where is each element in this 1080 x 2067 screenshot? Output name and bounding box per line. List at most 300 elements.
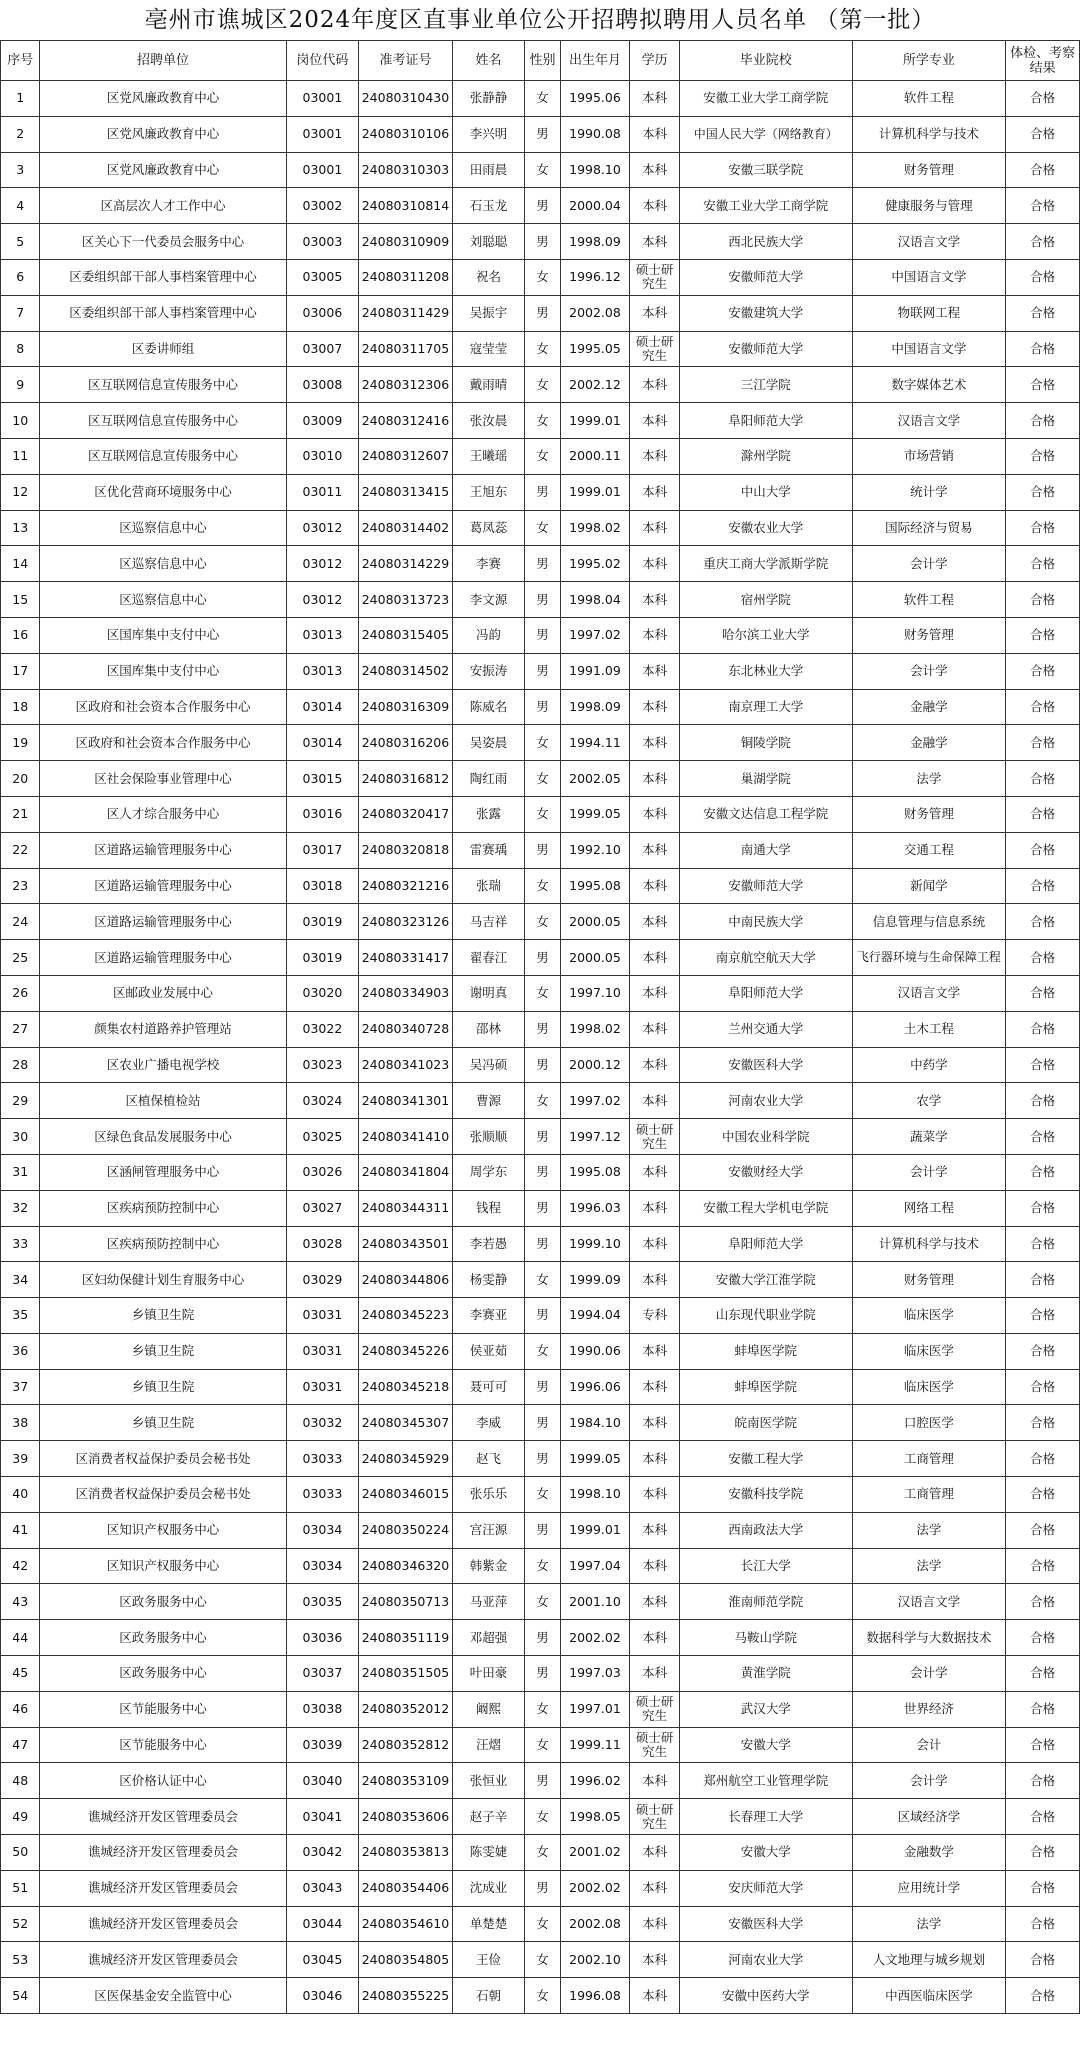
col-index: 38	[1, 1405, 40, 1441]
col-major: 计算机科学与技术	[852, 116, 1006, 152]
col-major: 数据科学与大数据技术	[852, 1620, 1006, 1656]
col-post-code: 03010	[286, 438, 359, 474]
col-gender: 女	[525, 1799, 560, 1835]
col-result: 合格	[1006, 295, 1080, 331]
table-row	[1, 582, 1080, 618]
col-result: 合格	[1006, 761, 1080, 797]
col-gender: 女	[525, 81, 560, 117]
col-major: 市场营销	[852, 438, 1006, 474]
col-result: 合格	[1006, 546, 1080, 582]
col-index: 29	[1, 1083, 40, 1119]
table-row	[1, 510, 1080, 546]
col-name: 刘聪聪	[452, 224, 525, 260]
col-result: 合格	[1006, 1835, 1080, 1871]
col-birth: 1999.05	[560, 796, 630, 832]
col-index: 50	[1, 1835, 40, 1871]
col-unit: 区邮政业发展中心	[40, 975, 286, 1011]
col-name: 汪熠	[452, 1727, 525, 1763]
col-school: 阜阳师范大学	[680, 403, 852, 439]
col-birth: 2000.11	[560, 438, 630, 474]
col-index: 11	[1, 438, 40, 474]
table-row	[1, 1119, 1080, 1155]
col-name: 张乐乐	[452, 1477, 525, 1513]
col-unit: 区植保植检站	[40, 1083, 286, 1119]
col-result: 合格	[1006, 904, 1080, 940]
col-index: 4	[1, 188, 40, 224]
col-unit: 乡镇卫生院	[40, 1298, 286, 1334]
col-major: 工商管理	[852, 1441, 1006, 1477]
col-unit: 区政务服务中心	[40, 1656, 286, 1692]
col-exam-number: 24080320417	[359, 796, 452, 832]
col-major: 网络工程	[852, 1190, 1006, 1226]
col-unit: 区社会保险事业管理中心	[40, 761, 286, 797]
col-school: 三江学院	[680, 367, 852, 403]
col-name: 葛凤蕊	[452, 510, 525, 546]
col-birth: 1998.09	[560, 224, 630, 260]
col-unit: 区高层次人才工作中心	[40, 188, 286, 224]
col-index: 53	[1, 1942, 40, 1978]
col-name: 石玉龙	[452, 188, 525, 224]
col-name: 周学东	[452, 1154, 525, 1190]
col-index: 47	[1, 1727, 40, 1763]
col-index: 15	[1, 582, 40, 618]
col-result: 合格	[1006, 331, 1080, 367]
col-name: 吴冯硕	[452, 1047, 525, 1083]
col-major: 汉语言文学	[852, 975, 1006, 1011]
col-education: 本科	[630, 582, 680, 618]
col-school: 兰州交通大学	[680, 1011, 852, 1047]
table-row	[1, 367, 1080, 403]
col-gender: 女	[525, 438, 560, 474]
col-post-code: 03034	[286, 1548, 359, 1584]
table-row	[1, 1154, 1080, 1190]
col-unit: 区关心下一代委员会服务中心	[40, 224, 286, 260]
col-unit: 谯城经济开发区管理委员会	[40, 1942, 286, 1978]
col-school: 西北民族大学	[680, 224, 852, 260]
col-unit: 区党风廉政教育中心	[40, 81, 286, 117]
col-major: 临床医学	[852, 1333, 1006, 1369]
col-birth: 1992.10	[560, 832, 630, 868]
col-name: 叶田豪	[452, 1656, 525, 1692]
col-result: 合格	[1006, 653, 1080, 689]
col-unit: 区委组织部干部人事档案管理中心	[40, 295, 286, 331]
col-post-code: 03029	[286, 1262, 359, 1298]
col-school: 郑州航空工业管理学院	[680, 1763, 852, 1799]
col-post-code: 03031	[286, 1369, 359, 1405]
col-result: 合格	[1006, 188, 1080, 224]
col-birth: 2002.10	[560, 1942, 630, 1978]
col-birth: 1996.12	[560, 259, 630, 295]
col-birth: 2001.02	[560, 1835, 630, 1871]
col-birth: 1996.06	[560, 1369, 630, 1405]
col-unit: 区疾病预防控制中心	[40, 1190, 286, 1226]
col-name: 张静静	[452, 81, 525, 117]
col-education: 本科	[630, 1154, 680, 1190]
col-post-code: 03013	[286, 653, 359, 689]
col-exam-number: 24080311705	[359, 331, 452, 367]
col-education: 本科	[630, 1083, 680, 1119]
col-result: 合格	[1006, 832, 1080, 868]
col-major: 会计	[852, 1727, 1006, 1763]
col-exam-number: 24080313415	[359, 474, 452, 510]
col-exam-number: 24080350713	[359, 1584, 452, 1620]
col-major: 数字媒体艺术	[852, 367, 1006, 403]
col-gender: 男	[525, 474, 560, 510]
col-result: 合格	[1006, 152, 1080, 188]
table-row	[1, 1763, 1080, 1799]
col-school: 安徽农业大学	[680, 510, 852, 546]
col-unit: 区党风廉政教育中心	[40, 116, 286, 152]
col-exam-number: 24080355225	[359, 1978, 452, 2014]
col-exam-number: 24080350224	[359, 1512, 452, 1548]
col-exam-number: 24080314229	[359, 546, 452, 582]
col-exam-number: 24080341804	[359, 1154, 452, 1190]
col-result: 合格	[1006, 1405, 1080, 1441]
col-education: 专科	[630, 1298, 680, 1334]
col-school: 安徽文达信息工程学院	[680, 796, 852, 832]
col-unit: 谯城经济开发区管理委员会	[40, 1799, 286, 1835]
col-post-code: 03012	[286, 546, 359, 582]
table-row	[1, 904, 1080, 940]
table-row	[1, 868, 1080, 904]
table-row	[1, 653, 1080, 689]
col-major: 物联网工程	[852, 295, 1006, 331]
col-gender: 女	[525, 403, 560, 439]
col-birth: 2002.02	[560, 1620, 630, 1656]
col-gender: 女	[525, 1548, 560, 1584]
col-birth: 1998.10	[560, 152, 630, 188]
col-unit: 区互联网信息宣传服务中心	[40, 403, 286, 439]
col-education: 本科	[630, 1870, 680, 1906]
col-post-code: 03042	[286, 1835, 359, 1871]
table-row	[1, 1011, 1080, 1047]
col-unit: 颜集农村道路养护管理站	[40, 1011, 286, 1047]
col-name: 张瑞	[452, 868, 525, 904]
col-school: 安徽大学	[680, 1835, 852, 1871]
table-row	[1, 1333, 1080, 1369]
col-major: 金融数学	[852, 1835, 1006, 1871]
col-education: 本科	[630, 904, 680, 940]
col-birth: 1997.02	[560, 617, 630, 653]
col-name: 雷赛瑀	[452, 832, 525, 868]
table-row	[1, 474, 1080, 510]
col-name: 田雨晨	[452, 152, 525, 188]
col-index: 36	[1, 1333, 40, 1369]
table-row	[1, 1298, 1080, 1334]
col-education: 本科	[630, 1584, 680, 1620]
table-row	[1, 81, 1080, 117]
col-birth: 1995.08	[560, 868, 630, 904]
col-result: 合格	[1006, 975, 1080, 1011]
col-result: 合格	[1006, 1190, 1080, 1226]
col-exam-number: 24080321216	[359, 868, 452, 904]
col-school: 马鞍山学院	[680, 1620, 852, 1656]
col-index: 46	[1, 1691, 40, 1727]
col-birth: 1998.09	[560, 689, 630, 725]
col-school: 宿州学院	[680, 582, 852, 618]
col-name: 戴雨晴	[452, 367, 525, 403]
col-unit: 区绿色食品发展服务中心	[40, 1119, 286, 1155]
col-school: 安徽工业大学工商学院	[680, 188, 852, 224]
header-col-gender: 性别	[525, 41, 560, 81]
col-education: 本科	[630, 81, 680, 117]
col-gender: 男	[525, 1011, 560, 1047]
col-major: 临床医学	[852, 1369, 1006, 1405]
col-index: 21	[1, 796, 40, 832]
table-row	[1, 1548, 1080, 1584]
col-education: 本科	[630, 1942, 680, 1978]
col-school: 长春理工大学	[680, 1799, 852, 1835]
table-row	[1, 1369, 1080, 1405]
col-gender: 女	[525, 331, 560, 367]
col-gender: 女	[525, 796, 560, 832]
col-post-code: 03015	[286, 761, 359, 797]
col-gender: 女	[525, 1942, 560, 1978]
col-education: 本科	[630, 1190, 680, 1226]
col-exam-number: 24080316206	[359, 725, 452, 761]
col-unit: 区党风廉政教育中心	[40, 152, 286, 188]
table-row	[1, 152, 1080, 188]
col-post-code: 03003	[286, 224, 359, 260]
col-index: 19	[1, 725, 40, 761]
table-row	[1, 1226, 1080, 1262]
col-birth: 1998.10	[560, 1477, 630, 1513]
col-birth: 2002.12	[560, 367, 630, 403]
col-exam-number: 24080316309	[359, 689, 452, 725]
col-index: 44	[1, 1620, 40, 1656]
personnel-table	[0, 40, 1080, 2014]
table-row	[1, 1512, 1080, 1548]
col-major: 财务管理	[852, 1262, 1006, 1298]
col-exam-number: 24080354805	[359, 1942, 452, 1978]
col-unit: 区巡察信息中心	[40, 582, 286, 618]
col-education: 硕士研究生	[630, 1799, 680, 1835]
col-birth: 1997.01	[560, 1691, 630, 1727]
table-row	[1, 331, 1080, 367]
col-result: 合格	[1006, 725, 1080, 761]
col-gender: 男	[525, 1047, 560, 1083]
col-school: 安徽工业大学工商学院	[680, 81, 852, 117]
col-result: 合格	[1006, 1656, 1080, 1692]
col-result: 合格	[1006, 689, 1080, 725]
col-exam-number: 24080344806	[359, 1262, 452, 1298]
col-result: 合格	[1006, 1119, 1080, 1155]
col-school: 安庆师范大学	[680, 1870, 852, 1906]
col-unit: 区政府和社会资本合作服务中心	[40, 689, 286, 725]
col-major: 会计学	[852, 1763, 1006, 1799]
col-result: 合格	[1006, 1691, 1080, 1727]
col-exam-number: 24080344311	[359, 1190, 452, 1226]
col-index: 20	[1, 761, 40, 797]
col-education: 本科	[630, 689, 680, 725]
col-major: 会计学	[852, 653, 1006, 689]
col-gender: 男	[525, 1512, 560, 1548]
col-education: 本科	[630, 868, 680, 904]
col-post-code: 03018	[286, 868, 359, 904]
col-gender: 男	[525, 224, 560, 260]
col-major: 世界经济	[852, 1691, 1006, 1727]
col-gender: 女	[525, 725, 560, 761]
col-education: 硕士研究生	[630, 1727, 680, 1763]
col-result: 合格	[1006, 259, 1080, 295]
col-name: 单楚楚	[452, 1906, 525, 1942]
col-school: 皖南医学院	[680, 1405, 852, 1441]
col-index: 5	[1, 224, 40, 260]
col-name: 宫汪源	[452, 1512, 525, 1548]
col-index: 2	[1, 116, 40, 152]
header-col-result: 体检、考察结果	[1006, 41, 1080, 81]
col-exam-number: 24080314502	[359, 653, 452, 689]
col-result: 合格	[1006, 1477, 1080, 1513]
col-education: 本科	[630, 403, 680, 439]
col-birth: 1996.03	[560, 1190, 630, 1226]
col-exam-number: 24080345218	[359, 1369, 452, 1405]
col-education: 本科	[630, 1978, 680, 2014]
header-col-school: 毕业院校	[680, 41, 852, 81]
col-birth: 1997.10	[560, 975, 630, 1011]
col-index: 41	[1, 1512, 40, 1548]
col-name: 王曦瑶	[452, 438, 525, 474]
col-major: 临床医学	[852, 1298, 1006, 1334]
table-row	[1, 259, 1080, 295]
col-result: 合格	[1006, 81, 1080, 117]
col-exam-number: 24080352812	[359, 1727, 452, 1763]
col-post-code: 03026	[286, 1154, 359, 1190]
table-row	[1, 796, 1080, 832]
col-index: 13	[1, 510, 40, 546]
col-gender: 女	[525, 1333, 560, 1369]
col-school: 重庆工商大学派斯学院	[680, 546, 852, 582]
col-birth: 1999.10	[560, 1226, 630, 1262]
col-index: 43	[1, 1584, 40, 1620]
header-col-unit: 招聘单位	[40, 41, 286, 81]
table-row	[1, 224, 1080, 260]
col-gender: 女	[525, 367, 560, 403]
col-name: 李威	[452, 1405, 525, 1441]
table-row	[1, 1906, 1080, 1942]
col-education: 本科	[630, 796, 680, 832]
col-exam-number: 24080313723	[359, 582, 452, 618]
col-exam-number: 24080316812	[359, 761, 452, 797]
table-row	[1, 1190, 1080, 1226]
col-unit: 区农业广播电视学校	[40, 1047, 286, 1083]
col-school: 淮南师范学院	[680, 1584, 852, 1620]
col-gender: 女	[525, 1584, 560, 1620]
col-education: 本科	[630, 1333, 680, 1369]
col-unit: 区人才综合服务中心	[40, 796, 286, 832]
col-name: 侯亚茹	[452, 1333, 525, 1369]
col-index: 1	[1, 81, 40, 117]
col-gender: 女	[525, 1727, 560, 1763]
col-result: 合格	[1006, 1727, 1080, 1763]
col-post-code: 03011	[286, 474, 359, 510]
col-result: 合格	[1006, 1298, 1080, 1334]
col-school: 安徽医科大学	[680, 1906, 852, 1942]
col-unit: 区知识产权服务中心	[40, 1512, 286, 1548]
table-header-row	[1, 41, 1080, 81]
col-result: 合格	[1006, 438, 1080, 474]
col-post-code: 03027	[286, 1190, 359, 1226]
col-unit: 区互联网信息宣传服务中心	[40, 438, 286, 474]
col-exam-number: 24080323126	[359, 904, 452, 940]
col-name: 聂可可	[452, 1369, 525, 1405]
col-school: 长江大学	[680, 1548, 852, 1584]
col-name: 邵林	[452, 1011, 525, 1047]
col-exam-number: 24080310106	[359, 116, 452, 152]
table-row	[1, 1656, 1080, 1692]
col-index: 51	[1, 1870, 40, 1906]
col-birth: 1997.04	[560, 1548, 630, 1584]
col-exam-number: 24080341023	[359, 1047, 452, 1083]
col-name: 翟春江	[452, 940, 525, 976]
col-school: 中国农业科学院	[680, 1119, 852, 1155]
col-gender: 女	[525, 1262, 560, 1298]
col-birth: 1990.06	[560, 1333, 630, 1369]
table-row	[1, 1405, 1080, 1441]
col-post-code: 03008	[286, 367, 359, 403]
col-unit: 区知识产权服务中心	[40, 1548, 286, 1584]
col-education: 本科	[630, 653, 680, 689]
col-school: 安徽三联学院	[680, 152, 852, 188]
col-post-code: 03006	[286, 295, 359, 331]
col-birth: 2000.05	[560, 904, 630, 940]
col-school: 蚌埠医学院	[680, 1333, 852, 1369]
col-unit: 区消费者权益保护委员会秘书处	[40, 1441, 286, 1477]
col-result: 合格	[1006, 1763, 1080, 1799]
table-row	[1, 1870, 1080, 1906]
col-result: 合格	[1006, 1906, 1080, 1942]
col-exam-number: 24080310814	[359, 188, 452, 224]
col-post-code: 03028	[286, 1226, 359, 1262]
col-index: 32	[1, 1190, 40, 1226]
col-birth: 1990.08	[560, 116, 630, 152]
table-row	[1, 617, 1080, 653]
col-education: 本科	[630, 438, 680, 474]
col-school: 中南民族大学	[680, 904, 852, 940]
col-result: 合格	[1006, 1154, 1080, 1190]
col-education: 本科	[630, 1047, 680, 1083]
col-education: 本科	[630, 1011, 680, 1047]
col-index: 33	[1, 1226, 40, 1262]
col-unit: 区委组织部干部人事档案管理中心	[40, 259, 286, 295]
col-gender: 女	[525, 1477, 560, 1513]
col-unit: 区政府和社会资本合作服务中心	[40, 725, 286, 761]
col-name: 张顺顺	[452, 1119, 525, 1155]
col-unit: 区妇幼保健计划生育服务中心	[40, 1262, 286, 1298]
col-post-code: 03024	[286, 1083, 359, 1119]
col-exam-number: 24080354610	[359, 1906, 452, 1942]
col-name: 赵飞	[452, 1441, 525, 1477]
col-post-code: 03037	[286, 1656, 359, 1692]
col-education: 本科	[630, 295, 680, 331]
col-school: 安徽中医药大学	[680, 1978, 852, 2014]
col-index: 9	[1, 367, 40, 403]
col-birth: 1999.09	[560, 1262, 630, 1298]
col-unit: 区道路运输管理服务中心	[40, 868, 286, 904]
col-name: 李赛	[452, 546, 525, 582]
col-result: 合格	[1006, 1942, 1080, 1978]
col-exam-number: 24080340728	[359, 1011, 452, 1047]
col-school: 安徽工程大学	[680, 1441, 852, 1477]
col-birth: 1998.05	[560, 1799, 630, 1835]
col-unit: 区巡察信息中心	[40, 510, 286, 546]
col-exam-number: 24080352012	[359, 1691, 452, 1727]
col-index: 31	[1, 1154, 40, 1190]
col-school: 安徽师范大学	[680, 331, 852, 367]
col-education: 本科	[630, 1262, 680, 1298]
col-major: 工商管理	[852, 1477, 1006, 1513]
col-unit: 区国库集中支付中心	[40, 617, 286, 653]
